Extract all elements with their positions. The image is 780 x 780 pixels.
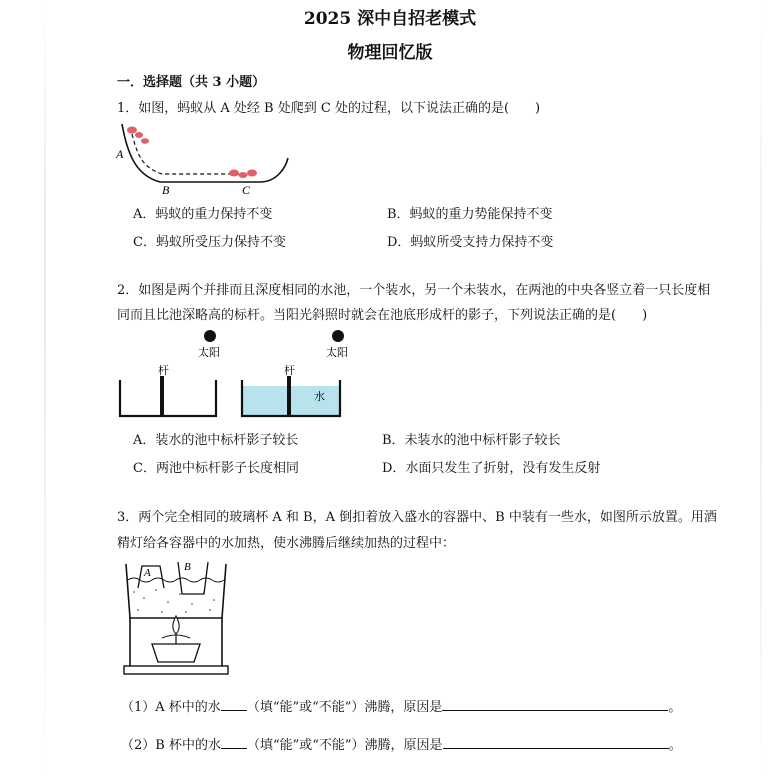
q3-sub2 xyxy=(121,734,682,753)
q2-sun-right-icon xyxy=(332,330,344,342)
q2-pole-right-label: 杆 xyxy=(284,364,295,377)
q2-stem-line1: 2．如图是两个并排而且深度相同的水池，一个装水，另一个未装水，在两池的中央各竖立着一只长度相 xyxy=(117,283,711,298)
q3-sub1-blank2[interactable] xyxy=(442,698,668,711)
q1-option-b: B．蚂蚁的重力势能保持不变 xyxy=(387,207,553,222)
q3-sub2-end: 。 xyxy=(668,738,682,753)
scan-edge-left xyxy=(44,0,46,780)
q3-sub2-text-a: B 杯中的水 xyxy=(155,738,221,753)
q3-sub1 xyxy=(121,696,681,715)
q3-sub1-text-b: （填“能”或“不能”）沸腾，原因是 xyxy=(246,700,443,715)
q2-pole-left-label: 杆 xyxy=(158,364,169,377)
q2-option-d: D．水面只发生了折射，没有发生反射 xyxy=(382,461,601,476)
page-subtitle: 物理回忆版 xyxy=(347,43,433,63)
q3-water-texture xyxy=(133,589,215,613)
q3-alcohol-lamp xyxy=(152,644,200,662)
q3-sub1-text-a: A 杯中的水 xyxy=(155,700,221,715)
q3-sub1-blank1[interactable] xyxy=(221,698,247,711)
q2-figure xyxy=(112,328,352,423)
q3-stem-line2: 精灯给各容器中的水加热，使水沸腾后继续加热的过程中： xyxy=(117,536,456,551)
q1-option-d: D．蚂蚁所受支持力保持不变 xyxy=(387,235,554,250)
q3-stem-line1: 3．两个完全相同的玻璃杯 A 和 B，A 倒扣着放入盛水的容器中、B 中装有一些水，如图所示放置。用酒 xyxy=(117,510,717,525)
q1-label-a: A xyxy=(116,147,124,161)
q2-sun-left-icon xyxy=(204,330,216,342)
q1-label-c: C xyxy=(242,183,251,197)
q3-sub2-blank1[interactable] xyxy=(221,736,247,749)
q1-option-a: A．蚂蚁的重力保持不变 xyxy=(133,207,273,222)
q3-water-surface xyxy=(128,578,224,582)
q2-stem-line2: 同而且比池深略高的标杆。当阳光斜照时就会在池底形成杆的影子，下列说法正确的是( ) xyxy=(117,308,648,323)
q2-water-label: 水 xyxy=(314,390,325,403)
q1-ant-a xyxy=(127,127,149,144)
q1-dashed-path xyxy=(132,134,248,174)
q2-option-a: A．装水的池中标杆影子较长 xyxy=(133,433,299,448)
q1-stem: 1．如图，蚂蚁从 A 处经 B 处爬到 C 处的过程，以下说法正确的是( ) xyxy=(117,101,541,116)
q3-label-a: A xyxy=(144,567,151,579)
q3-sub1-end: 。 xyxy=(668,700,682,715)
q1-ant-c xyxy=(229,170,257,179)
page-title: 2025 深中自招老模式 xyxy=(303,9,477,29)
section-heading: 一．选择题（共 3 小题） xyxy=(117,75,266,90)
q3-cup-a xyxy=(138,566,164,588)
scan-edge-right xyxy=(760,0,762,780)
q2-pool-left xyxy=(120,380,216,416)
q1-track xyxy=(122,124,288,182)
q2-sun-left-label: 太阳 xyxy=(198,346,220,359)
q2-option-b: B．未装水的池中标杆影子较长 xyxy=(382,433,561,448)
q3-sub2-blank2[interactable] xyxy=(443,736,669,749)
q2-option-c: C．两池中标杆影子长度相同 xyxy=(133,461,299,476)
q3-base xyxy=(124,666,228,674)
q2-sun-right-label: 太阳 xyxy=(326,346,348,359)
q3-sub2-text-b: （填“能”或“不能”）沸腾，原因是 xyxy=(246,738,443,753)
q1-figure xyxy=(110,118,300,198)
q3-figure xyxy=(122,558,232,680)
q1-label-b: B xyxy=(162,183,170,197)
q3-label-b: B xyxy=(184,561,191,573)
q3-sub2-number: （2） xyxy=(121,738,156,753)
q3-sub1-number: （1） xyxy=(121,700,156,715)
q1-option-c: C．蚂蚁所受压力保持不变 xyxy=(133,235,286,250)
